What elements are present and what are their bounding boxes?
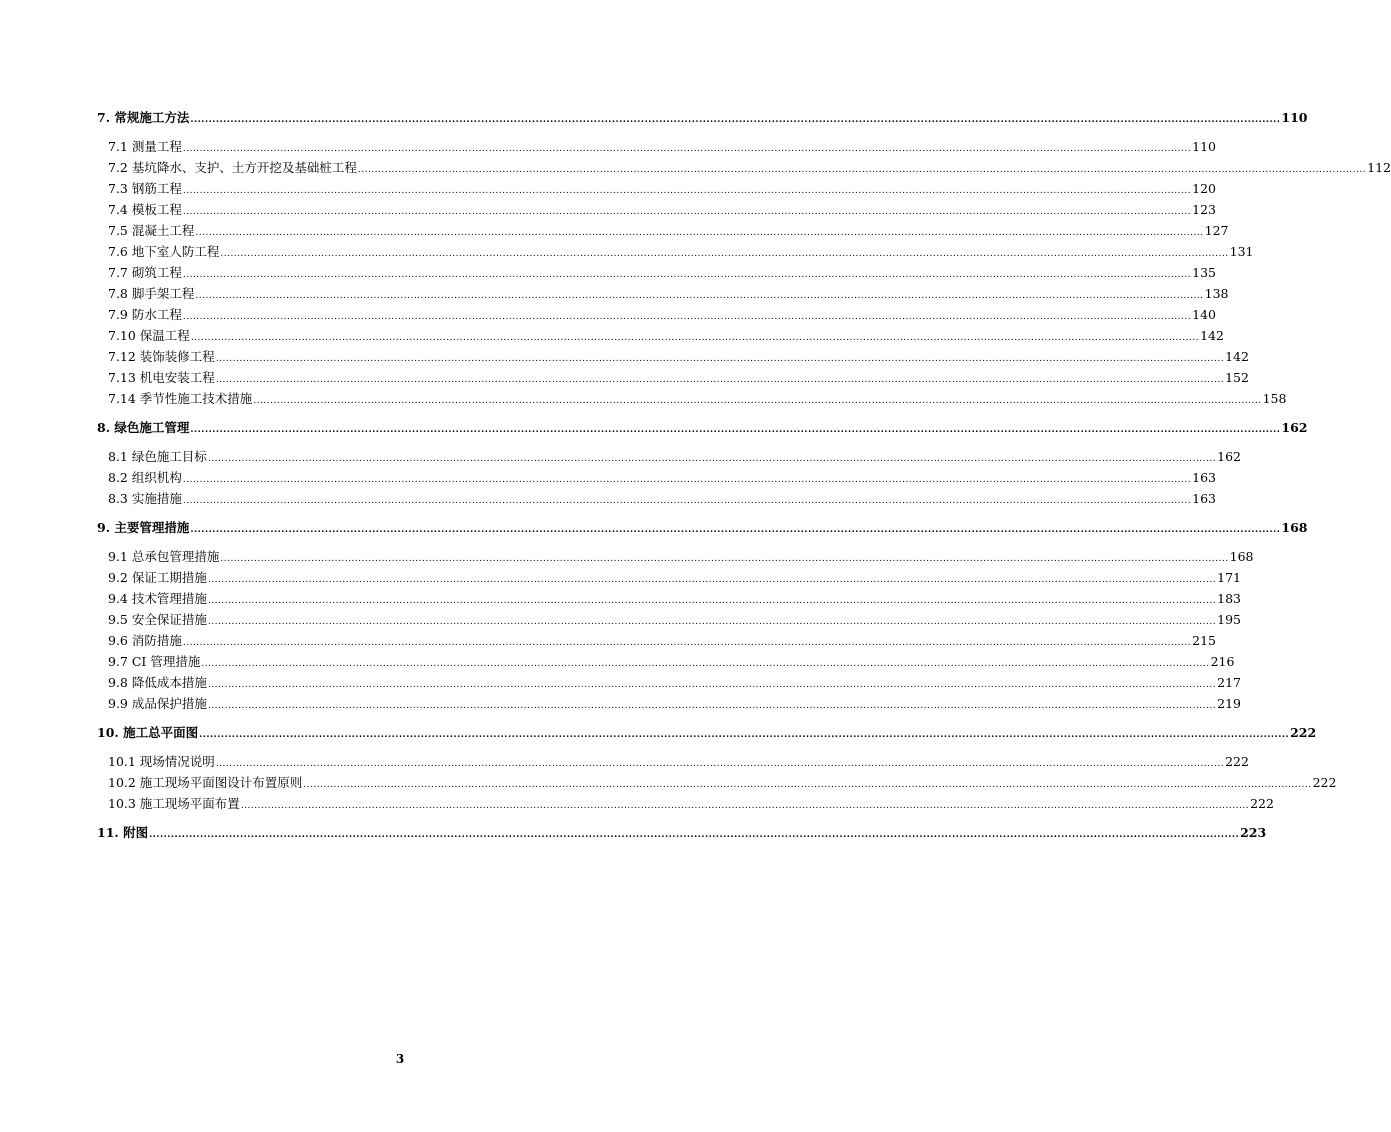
page-number: 3 xyxy=(395,1052,405,1066)
toc-entry-page: 142 xyxy=(1225,349,1249,364)
toc-dot-leader: ............................................................................................................................................................................................................................................................................................................ xyxy=(149,830,1240,840)
toc-dot-leader: ............................................................................................................................................................................................................................................................................................................ xyxy=(207,596,1217,606)
toc-entry-title: 7.6 地下室人防工程 xyxy=(108,244,220,259)
toc-entry-title: 9.4 技术管理措施 xyxy=(108,591,207,606)
toc-dot-leader: ............................................................................................................................................................................................................................................................................................................ xyxy=(207,454,1217,464)
toc-entry-page: 110 xyxy=(1192,139,1216,154)
toc-entry-page: 135 xyxy=(1192,265,1216,280)
toc-entry-title: 9.9 成品保护措施 xyxy=(108,696,207,711)
toc-chapter-entry[interactable] xyxy=(97,722,1317,743)
toc-entry-page: 127 xyxy=(1204,223,1229,238)
toc-chapter-entry[interactable] xyxy=(97,822,1267,843)
toc-entry-page: 158 xyxy=(1262,391,1287,406)
toc-section-entry[interactable] xyxy=(97,751,1249,772)
toc-entry-page: 222 xyxy=(1312,775,1337,790)
toc-dot-leader: ............................................................................................................................................................................................................................................................................................................ xyxy=(220,249,1229,259)
toc-dot-leader: ............................................................................................................................................................................................................................................................................................................ xyxy=(190,333,1200,343)
toc-entry-page: 222 xyxy=(1225,754,1249,769)
toc-entry-page: 195 xyxy=(1217,612,1241,627)
toc-dot-leader: ............................................................................................................................................................................................................................................................................................................ xyxy=(195,228,1204,238)
toc-entry-title: 7.10 保温工程 xyxy=(108,328,190,343)
toc-entry-page: 168 xyxy=(1229,549,1254,564)
toc-dot-leader: ............................................................................................................................................................................................................................................................................................................ xyxy=(190,425,1281,435)
toc-dot-leader: ............................................................................................................................................................................................................................................................................................................ xyxy=(182,496,1192,506)
toc-dot-leader: ............................................................................................................................................................................................................................................................................................................ xyxy=(207,701,1217,711)
toc-section-entry[interactable] xyxy=(97,241,1254,262)
toc-section-entry[interactable] xyxy=(97,136,1216,157)
toc-section-entry[interactable] xyxy=(97,488,1216,509)
toc-entry-page: 215 xyxy=(1192,633,1216,648)
toc-dot-leader: ............................................................................................................................................................................................................................................................................................................ xyxy=(182,186,1192,196)
toc-chapter-entry[interactable] xyxy=(97,517,1308,538)
toc-section-entry[interactable] xyxy=(97,199,1216,220)
toc-section-entry[interactable] xyxy=(97,630,1216,651)
toc-dot-leader: ............................................................................................................................................................................................................................................................................................................ xyxy=(201,659,1210,669)
toc-entry-title: 8.1 绿色施工目标 xyxy=(108,449,207,464)
toc-entry-title: 9.6 消防措施 xyxy=(108,633,182,648)
toc-entry-title: 7.5 混凝土工程 xyxy=(108,223,195,238)
toc-entry-page: 152 xyxy=(1225,370,1249,385)
toc-entry-page: 219 xyxy=(1217,696,1241,711)
toc-entry-page: 216 xyxy=(1210,654,1235,669)
toc-entry-title: 9.5 安全保证措施 xyxy=(108,612,207,627)
toc-section-entry[interactable] xyxy=(97,346,1249,367)
toc-entry-page: 131 xyxy=(1229,244,1254,259)
toc-entry-title: 9.2 保证工期措施 xyxy=(108,570,207,585)
toc-dot-leader: ............................................................................................................................................................................................................................................................................................................ xyxy=(207,575,1217,585)
toc-entry-page: 171 xyxy=(1217,570,1241,585)
toc-entry-title: 8. 绿色施工管理 xyxy=(97,420,190,435)
toc-section-entry[interactable] xyxy=(97,283,1229,304)
toc-entry-title: 8.3 实施措施 xyxy=(108,491,182,506)
toc-entry-title: 7.9 防水工程 xyxy=(108,307,182,322)
toc-entry-page: 112 xyxy=(1367,160,1391,175)
toc-entry-title: 7. 常规施工方法 xyxy=(97,110,190,125)
toc-entry-title: 7.12 装饰装修工程 xyxy=(108,349,215,364)
toc-dot-leader: ............................................................................................................................................................................................................................................................................................................ xyxy=(207,680,1217,690)
toc-entry-page: 163 xyxy=(1192,470,1216,485)
toc-entry-title: 7.2 基坑降水、支护、土方开挖及基础桩工程 xyxy=(108,160,357,175)
toc-section-entry[interactable] xyxy=(97,672,1241,693)
toc-dot-leader: ............................................................................................................................................................................................................................................................................................................ xyxy=(182,475,1192,485)
toc-dot-leader: ............................................................................................................................................................................................................................................................................................................ xyxy=(253,396,1262,406)
toc-entry-page: 140 xyxy=(1192,307,1216,322)
toc-entry-title: 11. 附图 xyxy=(97,825,149,840)
toc-entry-page: 162 xyxy=(1281,420,1308,435)
toc-dot-leader: ............................................................................................................................................................................................................................................................................................................ xyxy=(240,801,1250,811)
toc-dot-leader: ............................................................................................................................................................................................................................................................................................................ xyxy=(182,144,1192,154)
toc-entry-title: 9.7 CI 管理措施 xyxy=(108,654,201,669)
toc-entry-page: 138 xyxy=(1204,286,1229,301)
toc-section-entry[interactable] xyxy=(97,388,1287,409)
toc-section-entry[interactable] xyxy=(97,772,1337,793)
toc-dot-leader: ............................................................................................................................................................................................................................................................................................................ xyxy=(199,730,1290,740)
toc-entry-page: 183 xyxy=(1217,591,1241,606)
toc-dot-leader: ............................................................................................................................................................................................................................................................................................................ xyxy=(190,525,1281,535)
toc-dot-leader: ............................................................................................................................................................................................................................................................................................................ xyxy=(207,617,1217,627)
toc-entry-title: 7.1 测量工程 xyxy=(108,139,182,154)
toc-entry-title: 10.1 现场情况说明 xyxy=(108,754,215,769)
toc-entry-title: 7.13 机电安装工程 xyxy=(108,370,215,385)
toc-section-entry[interactable] xyxy=(97,262,1216,283)
toc-section-entry[interactable] xyxy=(97,793,1274,814)
toc-entry-title: 8.2 组织机构 xyxy=(108,470,182,485)
toc-dot-leader: ............................................................................................................................................................................................................................................................................................................ xyxy=(357,165,1367,175)
table-of-contents xyxy=(97,107,1391,843)
toc-entry-title: 7.3 钢筋工程 xyxy=(108,181,182,196)
toc-entry-title: 9.1 总承包管理措施 xyxy=(108,549,220,564)
toc-entry-page: 123 xyxy=(1192,202,1216,217)
toc-dot-leader: ............................................................................................................................................................................................................................................................................................................ xyxy=(182,312,1192,322)
toc-section-entry[interactable] xyxy=(97,467,1216,488)
toc-entry-page: 142 xyxy=(1200,328,1224,343)
toc-section-entry[interactable] xyxy=(97,693,1241,714)
toc-dot-leader: ............................................................................................................................................................................................................................................................................................................ xyxy=(182,270,1192,280)
toc-entry-title: 7.8 脚手架工程 xyxy=(108,286,195,301)
toc-section-entry[interactable] xyxy=(97,157,1391,178)
toc-entry-title: 10.2 施工现场平面图设计布置原则 xyxy=(108,775,303,790)
toc-entry-title: 7.14 季节性施工技术措施 xyxy=(108,391,253,406)
toc-section-entry[interactable] xyxy=(97,651,1235,672)
toc-section-entry[interactable] xyxy=(97,304,1216,325)
toc-entry-page: 222 xyxy=(1290,725,1317,740)
toc-dot-leader: ............................................................................................................................................................................................................................................................................................................ xyxy=(215,354,1225,364)
toc-entry-title: 9. 主要管理措施 xyxy=(97,520,190,535)
toc-entry-title: 7.7 砌筑工程 xyxy=(108,265,182,280)
toc-section-entry[interactable] xyxy=(97,367,1249,388)
toc-section-entry[interactable] xyxy=(97,325,1224,346)
toc-entry-page: 168 xyxy=(1281,520,1308,535)
toc-entry-page: 120 xyxy=(1192,181,1216,196)
toc-section-entry[interactable] xyxy=(97,609,1241,630)
toc-entry-page: 110 xyxy=(1281,110,1308,125)
toc-dot-leader: ............................................................................................................................................................................................................................................................................................................ xyxy=(215,375,1225,385)
toc-dot-leader: ............................................................................................................................................................................................................................................................................................................ xyxy=(182,638,1192,648)
toc-dot-leader: ............................................................................................................................................................................................................................................................................................................ xyxy=(220,554,1229,564)
toc-chapter-entry[interactable] xyxy=(97,107,1308,128)
toc-chapter-entry[interactable] xyxy=(97,417,1308,438)
toc-dot-leader: ............................................................................................................................................................................................................................................................................................................ xyxy=(215,759,1225,769)
toc-entry-title: 10. 施工总平面图 xyxy=(97,725,199,740)
toc-section-entry[interactable] xyxy=(97,220,1229,241)
toc-entry-page: 162 xyxy=(1217,449,1241,464)
toc-dot-leader: ............................................................................................................................................................................................................................................................................................................ xyxy=(195,291,1204,301)
toc-dot-leader: ............................................................................................................................................................................................................................................................................................................ xyxy=(190,115,1281,125)
toc-section-entry[interactable] xyxy=(97,546,1254,567)
toc-section-entry[interactable] xyxy=(97,178,1216,199)
toc-section-entry[interactable] xyxy=(97,446,1241,467)
toc-section-entry[interactable] xyxy=(97,588,1241,609)
toc-entry-title: 7.4 模板工程 xyxy=(108,202,182,217)
toc-entry-page: 222 xyxy=(1250,796,1274,811)
toc-dot-leader: ............................................................................................................................................................................................................................................................................................................ xyxy=(182,207,1192,217)
toc-entry-title: 9.8 降低成本措施 xyxy=(108,675,207,690)
toc-entry-title: 10.3 施工现场平面布置 xyxy=(108,796,240,811)
toc-entry-page: 223 xyxy=(1240,825,1267,840)
toc-entry-page: 217 xyxy=(1217,675,1241,690)
toc-dot-leader: ............................................................................................................................................................................................................................................................................................................ xyxy=(303,780,1312,790)
toc-section-entry[interactable] xyxy=(97,567,1241,588)
toc-entry-page: 163 xyxy=(1192,491,1216,506)
